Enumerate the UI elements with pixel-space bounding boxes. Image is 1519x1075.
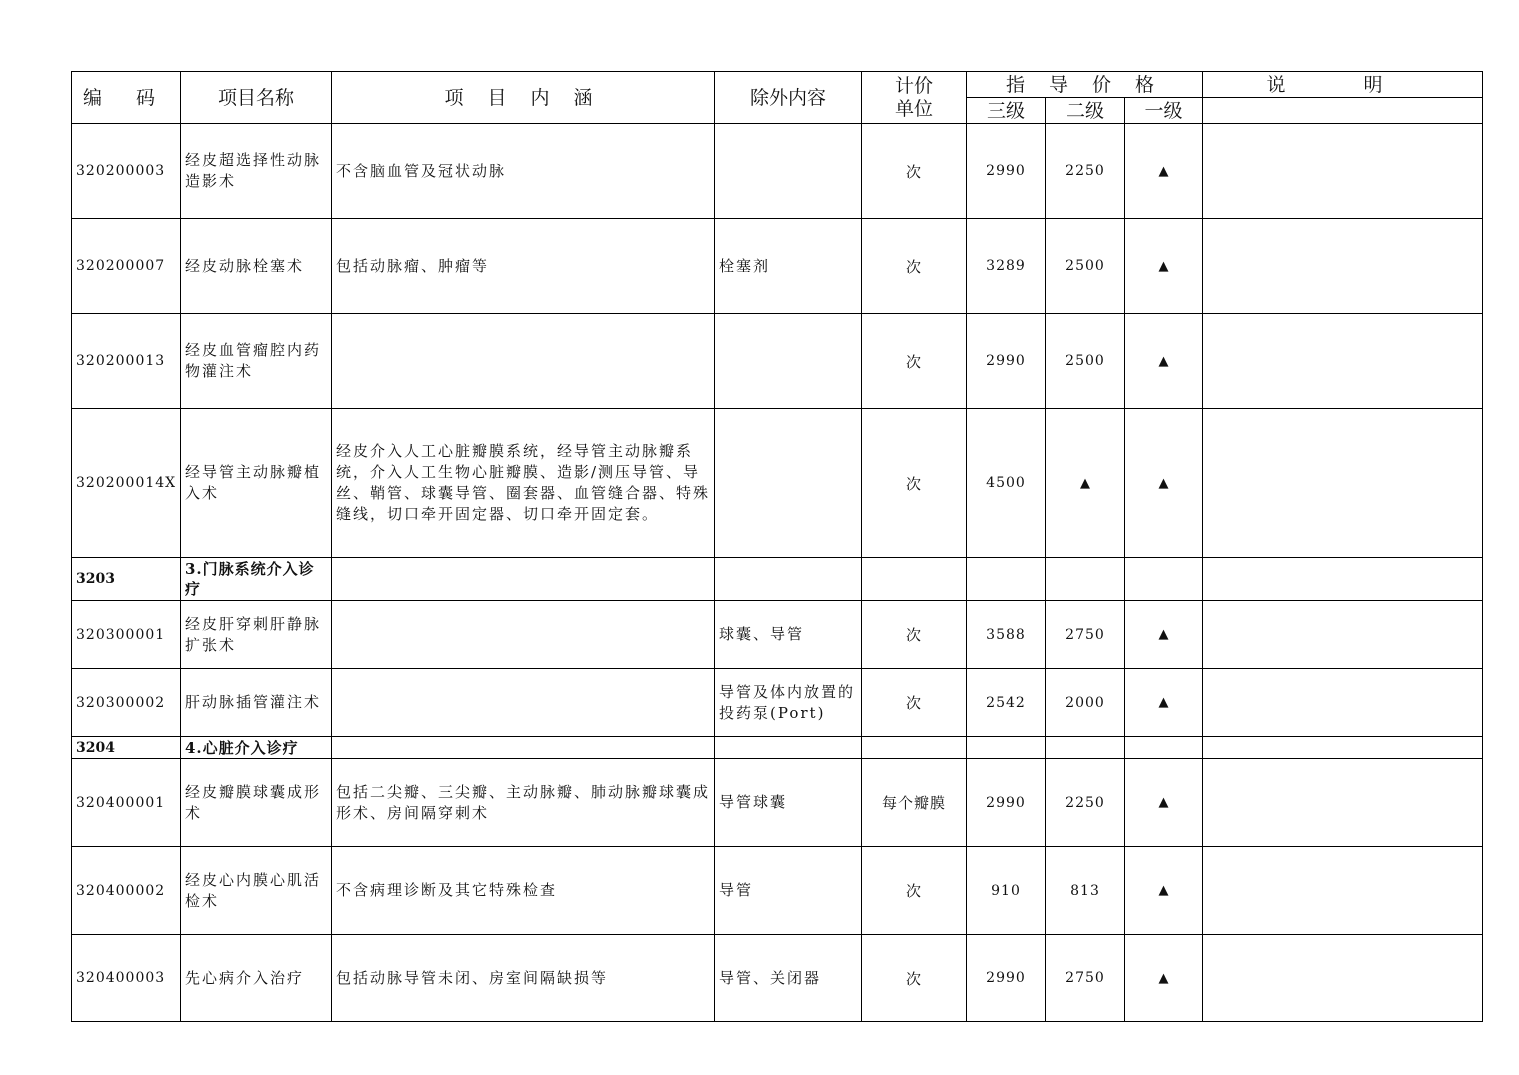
cell-name: 先心病介入治疗: [181, 935, 332, 1022]
cell-price-level1: ▲: [1125, 219, 1203, 314]
header-level1: 一级: [1125, 98, 1203, 124]
cell-price-level3: 2542: [967, 669, 1046, 737]
empty-cell: [967, 737, 1046, 759]
empty-cell: [1046, 737, 1125, 759]
cell-price-level3: 4500: [967, 409, 1046, 558]
cell-price-level2: 2250: [1046, 124, 1125, 219]
cell-code: 320400002: [72, 847, 181, 935]
cell-price-level3: 2990: [967, 759, 1046, 847]
cell-notes: [1203, 409, 1483, 558]
cell-price-level3: 2990: [967, 124, 1046, 219]
cell-price-level1: ▲: [1125, 124, 1203, 219]
table-row: [72, 935, 1483, 1022]
cell-content: [332, 669, 715, 737]
cell-content: 包括动脉导管未闭、房室间隔缺损等: [332, 935, 715, 1022]
header-code: 编 码: [72, 72, 181, 124]
table-row: [72, 847, 1483, 935]
section-code: 3204: [72, 737, 181, 759]
empty-cell: [1203, 737, 1483, 759]
cell-unit: 每个瓣膜: [862, 759, 967, 847]
table-row: [72, 669, 1483, 737]
cell-price-level2: 2250: [1046, 759, 1125, 847]
cell-name: 经皮肝穿刺肝静脉扩张术: [181, 601, 332, 669]
cell-content: 经皮介入人工心脏瓣膜系统，经导管主动脉瓣系统，介入人工生物心脏瓣膜、造影/测压导管、导丝、鞘管、球囊导管、圈套器、血管缝合器、特殊缝线，切口牵开固定器、切口牵开固定套。: [332, 409, 715, 558]
header-row-1: [72, 72, 1483, 98]
cell-name: 肝动脉插管灌注术: [181, 669, 332, 737]
cell-content: 包括二尖瓣、三尖瓣、主动脉瓣、肺动脉瓣球囊成形术、房间隔穿刺术: [332, 759, 715, 847]
cell-unit: 次: [862, 124, 967, 219]
cell-name: 经皮超选择性动脉造影术: [181, 124, 332, 219]
cell-price-level1: ▲: [1125, 669, 1203, 737]
cell-price-level1: ▲: [1125, 409, 1203, 558]
header-price-group: 指 导 价 格: [967, 72, 1203, 98]
cell-excluded: [715, 409, 862, 558]
cell-name: 经皮瓣膜球囊成形术: [181, 759, 332, 847]
cell-notes: [1203, 935, 1483, 1022]
table-row: [72, 124, 1483, 219]
cell-unit: 次: [862, 935, 967, 1022]
cell-content: 不含病理诊断及其它特殊检查: [332, 847, 715, 935]
cell-price-level2: 2000: [1046, 669, 1125, 737]
header-excluded: 除外内容: [715, 72, 862, 124]
cell-notes: [1203, 847, 1483, 935]
empty-cell: [1125, 737, 1203, 759]
cell-notes: [1203, 669, 1483, 737]
cell-price-level1: ▲: [1125, 935, 1203, 1022]
header-level3: 三级: [967, 98, 1046, 124]
table-row: [72, 409, 1483, 558]
cell-content: [332, 601, 715, 669]
cell-price-level2: 2500: [1046, 314, 1125, 409]
cell-excluded: 球囊、导管: [715, 601, 862, 669]
cell-content: 包括动脉瘤、肿瘤等: [332, 219, 715, 314]
cell-price-level2: 813: [1046, 847, 1125, 935]
cell-notes: [1203, 759, 1483, 847]
cell-excluded: 导管: [715, 847, 862, 935]
table-row: [72, 601, 1483, 669]
cell-notes: [1203, 124, 1483, 219]
table-row: [72, 759, 1483, 847]
header-unit-line2: 单位: [894, 97, 933, 120]
header-content: 项 目 内 涵: [332, 72, 715, 124]
cell-notes: [1203, 314, 1483, 409]
cell-code: 320200013: [72, 314, 181, 409]
header-level2: 二级: [1046, 98, 1125, 124]
cell-notes: [1203, 601, 1483, 669]
header-notes: 说 明: [1203, 72, 1483, 98]
cell-price-level3: 3588: [967, 601, 1046, 669]
section-row: [72, 737, 1483, 759]
cell-content: [332, 314, 715, 409]
empty-cell: [862, 558, 967, 601]
empty-cell: [332, 558, 715, 601]
empty-cell: [967, 558, 1046, 601]
empty-cell: [862, 737, 967, 759]
cell-code: 320300001: [72, 601, 181, 669]
cell-code: 320400003: [72, 935, 181, 1022]
table-body: [72, 124, 1483, 1022]
empty-cell: [1046, 558, 1125, 601]
cell-price-level2: 2750: [1046, 601, 1125, 669]
cell-code: 320300002: [72, 669, 181, 737]
cell-unit: 次: [862, 314, 967, 409]
cell-content: 不含脑血管及冠状动脉: [332, 124, 715, 219]
header-unit: [862, 72, 967, 124]
table-header: [72, 72, 1483, 124]
cell-name: 经皮血管瘤腔内药物灌注术: [181, 314, 332, 409]
cell-price-level2: ▲: [1046, 409, 1125, 558]
cell-price-level3: 3289: [967, 219, 1046, 314]
header-notes-blank: [1203, 98, 1483, 124]
cell-price-level2: 2500: [1046, 219, 1125, 314]
cell-name: 经皮心内膜心肌活检术: [181, 847, 332, 935]
cell-unit: 次: [862, 669, 967, 737]
cell-code: 320200007: [72, 219, 181, 314]
empty-cell: [715, 737, 862, 759]
cell-excluded: 导管、关闭器: [715, 935, 862, 1022]
cell-excluded: [715, 314, 862, 409]
cell-excluded: 导管球囊: [715, 759, 862, 847]
empty-cell: [332, 737, 715, 759]
cell-unit: 次: [862, 847, 967, 935]
cell-code: 320200014X: [72, 409, 181, 558]
cell-price-level1: ▲: [1125, 314, 1203, 409]
price-table: [71, 71, 1483, 1022]
cell-price-level3: 2990: [967, 935, 1046, 1022]
section-code: 3203: [72, 558, 181, 601]
cell-excluded: 导管及体内放置的投药泵(Port): [715, 669, 862, 737]
cell-unit: 次: [862, 409, 967, 558]
cell-price-level3: 910: [967, 847, 1046, 935]
cell-notes: [1203, 219, 1483, 314]
cell-code: 320400001: [72, 759, 181, 847]
cell-price-level1: ▲: [1125, 601, 1203, 669]
section-row: [72, 558, 1483, 601]
cell-price-level2: 2750: [1046, 935, 1125, 1022]
table-row: [72, 314, 1483, 409]
empty-cell: [1125, 558, 1203, 601]
cell-unit: 次: [862, 219, 967, 314]
header-unit-line1: 计价: [894, 74, 933, 97]
cell-name: 经导管主动脉瓣植入术: [181, 409, 332, 558]
cell-code: 320200003: [72, 124, 181, 219]
section-title: 3.门脉系统介入诊疗: [181, 558, 332, 601]
cell-price-level1: ▲: [1125, 759, 1203, 847]
cell-excluded: [715, 124, 862, 219]
cell-price-level1: ▲: [1125, 847, 1203, 935]
section-title: 4.心脏介入诊疗: [181, 737, 332, 759]
cell-excluded: 栓塞剂: [715, 219, 862, 314]
empty-cell: [1203, 558, 1483, 601]
empty-cell: [715, 558, 862, 601]
cell-unit: 次: [862, 601, 967, 669]
header-name: 项目名称: [181, 72, 332, 124]
cell-name: 经皮动脉栓塞术: [181, 219, 332, 314]
cell-price-level3: 2990: [967, 314, 1046, 409]
table-row: [72, 219, 1483, 314]
